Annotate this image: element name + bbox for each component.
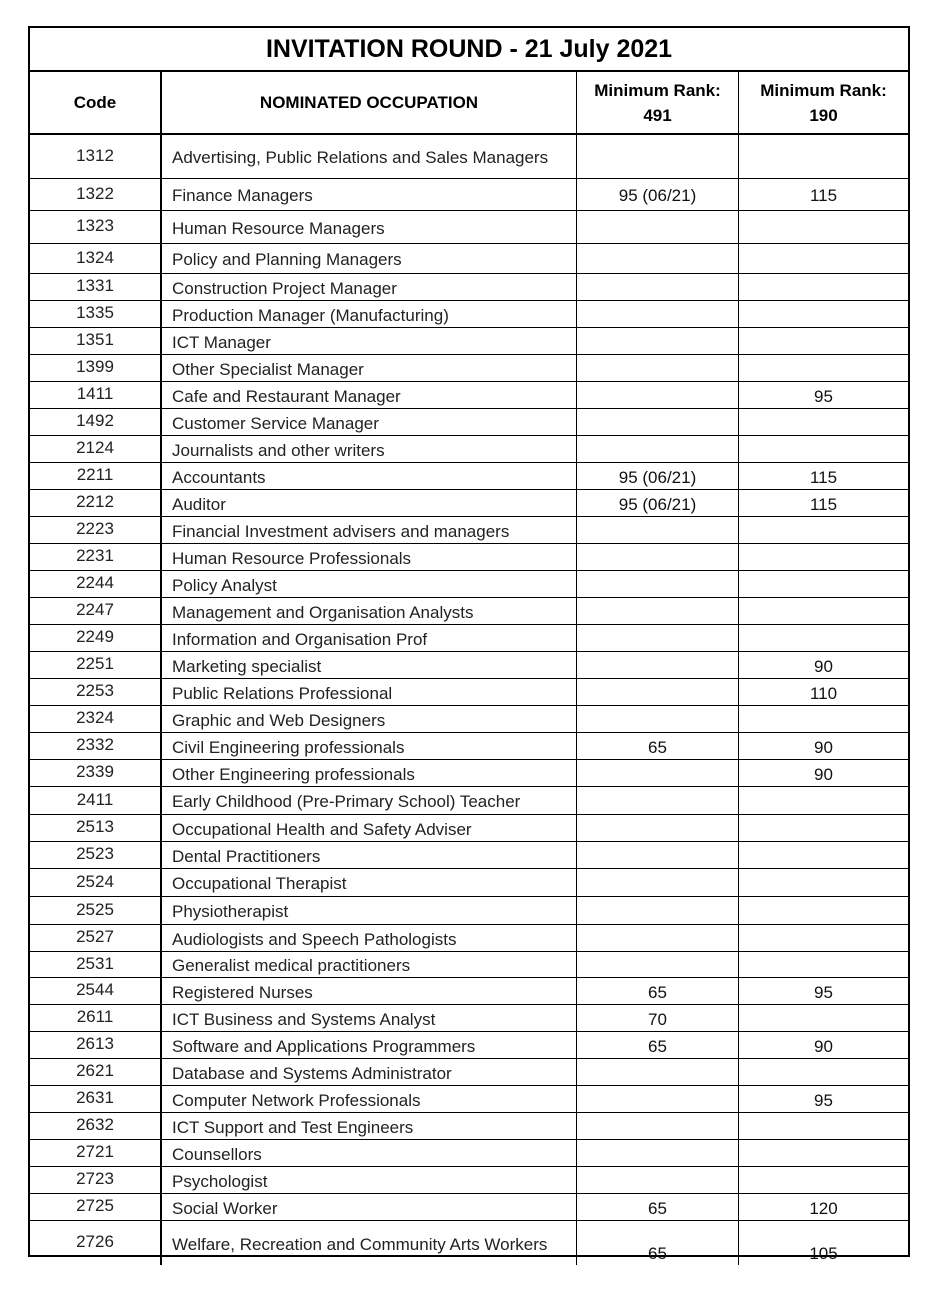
rank-190-cell (739, 436, 908, 462)
table-row (30, 760, 908, 787)
rank-190-cell (739, 135, 908, 178)
code-cell: 2527 (30, 925, 162, 951)
rank-190-cell: 105 (809, 1244, 838, 1263)
occupation-cell: Computer Network Professionals (162, 1086, 577, 1112)
code-cell: 2721 (30, 1140, 162, 1166)
table-row (30, 1167, 908, 1194)
code-cell: 2544 (30, 978, 162, 1004)
rank-190-cell (739, 598, 908, 624)
occupation-cell: Software and Applications Programmers (162, 1032, 577, 1058)
table-row (30, 598, 908, 625)
occupation-cell: Journalists and other writers (162, 436, 577, 462)
rank-491-cell (577, 244, 739, 273)
rank-491-cell: 65 (577, 1032, 739, 1058)
code-cell: 2411 (30, 787, 162, 814)
rank-190-cell (739, 244, 908, 273)
rank-491-cell (577, 787, 739, 814)
rank-190-cell: 95 (814, 386, 833, 406)
rank-190-cell: 120 (809, 1198, 838, 1218)
table-row (30, 733, 908, 760)
rank-491-cell: 95 (06/21) (577, 463, 739, 489)
code-cell: 2212 (30, 490, 162, 516)
occupation-cell: Management and Organisation Analysts (162, 598, 577, 624)
rank-190-cell (739, 571, 908, 597)
table-row (30, 409, 908, 436)
table-row (30, 787, 908, 815)
rank-190-cell: 110 (809, 683, 838, 703)
code-cell: 2324 (30, 706, 162, 732)
table-row (30, 463, 908, 490)
code-cell: 2726 (30, 1221, 162, 1265)
code-cell: 1335 (30, 301, 162, 327)
table-row (30, 1005, 908, 1032)
code-cell: 2223 (30, 517, 162, 543)
table-row (30, 869, 908, 897)
occupation-cell: Physiotherapist (162, 897, 577, 924)
rank-190-cell: 90 (814, 1036, 833, 1056)
rank-491-cell (577, 1140, 739, 1166)
code-cell: 2611 (30, 1005, 162, 1031)
code-cell: 2249 (30, 625, 162, 651)
rank-491-cell: 65 (577, 1221, 739, 1265)
rank-491-cell (577, 355, 739, 381)
code-cell: 2513 (30, 815, 162, 841)
rank-491-cell (577, 301, 739, 327)
code-cell: 2621 (30, 1059, 162, 1085)
code-cell: 1492 (30, 409, 162, 435)
code-cell: 1331 (30, 274, 162, 300)
rank-491-cell (577, 328, 739, 354)
rank-190-cell (739, 869, 908, 896)
occupation-cell: Financial Investment advisers and managers (162, 517, 577, 543)
rank-491-cell (577, 706, 739, 732)
table-row (30, 517, 908, 544)
code-cell: 1411 (30, 382, 162, 408)
table-row (30, 179, 908, 211)
rank-491-cell (577, 869, 739, 896)
occupation-cell: Dental Practitioners (162, 842, 577, 868)
rank-190-cell (739, 517, 908, 543)
rank-491-cell: 95 (06/21) (577, 490, 739, 516)
rank-190-cell (739, 787, 908, 814)
table-row (30, 706, 908, 733)
rank-190-cell: 115 (809, 186, 838, 205)
occupation-cell: Registered Nurses (162, 978, 577, 1004)
rank-491-cell: 95 (06/21) (577, 179, 739, 210)
table-row (30, 135, 908, 179)
rank-491-cell (577, 1113, 739, 1139)
rank-190-cell (739, 842, 908, 868)
code-cell: 1399 (30, 355, 162, 381)
rank-491-cell (577, 842, 739, 868)
occupation-cell: Other Engineering professionals (162, 760, 577, 786)
table-row (30, 897, 908, 925)
table-row (30, 1221, 908, 1265)
table-row (30, 355, 908, 382)
rank-190-cell (739, 952, 908, 977)
table-row (30, 1194, 908, 1221)
table-row (30, 244, 908, 274)
occupation-cell: Audiologists and Speech Pathologists (162, 925, 577, 951)
occupation-cell: ICT Support and Test Engineers (162, 1113, 577, 1139)
code-cell: 2525 (30, 897, 162, 924)
occupation-cell: Cafe and Restaurant Manager (162, 382, 577, 408)
table-row (30, 328, 908, 355)
header-row (30, 72, 908, 135)
occupation-cell: Social Worker (162, 1194, 577, 1220)
occupation-cell: ICT Manager (162, 328, 577, 354)
rank-491-cell (577, 1167, 739, 1193)
rank-190-cell: 90 (814, 764, 833, 784)
rank-190-cell (739, 1005, 908, 1031)
occupation-cell: Database and Systems Administrator (162, 1059, 577, 1085)
rank-190-cell (739, 1140, 908, 1166)
rank-190-cell (739, 815, 908, 841)
rank-190-cell (739, 1113, 908, 1139)
rank-190-cell (739, 1059, 908, 1085)
rank-491-cell (577, 1086, 739, 1112)
table-row (30, 490, 908, 517)
occupation-cell: Occupational Health and Safety Adviser (162, 815, 577, 841)
code-cell: 2631 (30, 1086, 162, 1112)
table-body (30, 135, 908, 1265)
code-cell: 1312 (30, 135, 162, 178)
occupation-cell: ICT Business and Systems Analyst (162, 1005, 577, 1031)
rank-190-cell (739, 355, 908, 381)
rank-190-cell (739, 897, 908, 924)
code-cell: 2632 (30, 1113, 162, 1139)
occupation-cell: Auditor (162, 490, 577, 516)
rank-491-cell (577, 679, 739, 705)
code-cell: 2253 (30, 679, 162, 705)
rank-491-cell: 70 (577, 1005, 739, 1031)
occupation-cell: Finance Managers (162, 179, 577, 210)
rank-190-cell (739, 274, 908, 300)
table-row (30, 925, 908, 952)
occupation-cell: Generalist medical practitioners (162, 952, 577, 977)
occupation-cell: Policy and Planning Managers (162, 244, 577, 273)
rank-491-cell: 65 (577, 733, 739, 759)
occupation-cell: Production Manager (Manufacturing) (162, 301, 577, 327)
occupation-cell: Welfare, Recreation and Community Arts Workers (162, 1221, 577, 1265)
code-cell: 2523 (30, 842, 162, 868)
rank-190-cell (739, 301, 908, 327)
rank-190-cell: 90 (814, 737, 833, 757)
rank-190-cell (739, 544, 908, 570)
code-cell: 2339 (30, 760, 162, 786)
occupation-cell: Human Resource Professionals (162, 544, 577, 570)
rank-190-cell (739, 706, 908, 732)
rank-491-cell: 65 (577, 1194, 739, 1220)
occupation-cell: Policy Analyst (162, 571, 577, 597)
table-row (30, 274, 908, 301)
code-cell: 2723 (30, 1167, 162, 1193)
occupation-cell: Public Relations Professional (162, 679, 577, 705)
code-cell: 2231 (30, 544, 162, 570)
rank-190-cell (739, 211, 908, 243)
rank-491-cell (577, 382, 739, 408)
occupation-cell: Accountants (162, 463, 577, 489)
rank-491-cell (577, 925, 739, 951)
rank-190-cell: 90 (814, 656, 833, 676)
rank-491-cell (577, 135, 739, 178)
table-row (30, 382, 908, 409)
rank-491-cell (577, 436, 739, 462)
code-cell: 2524 (30, 869, 162, 896)
occupation-cell: Civil Engineering professionals (162, 733, 577, 759)
table-row (30, 1113, 908, 1140)
code-cell: 2531 (30, 952, 162, 977)
rank-491-cell (577, 652, 739, 678)
code-cell: 2124 (30, 436, 162, 462)
occupation-cell: Human Resource Managers (162, 211, 577, 243)
rank-190-cell (739, 625, 908, 651)
rank-491-cell (577, 409, 739, 435)
occupation-cell: Occupational Therapist (162, 869, 577, 896)
code-cell: 2725 (30, 1194, 162, 1220)
code-cell: 2247 (30, 598, 162, 624)
rank-190-cell (739, 1167, 908, 1193)
table-row (30, 1086, 908, 1113)
rank-190-cell: 95 (814, 982, 833, 1002)
table-row (30, 815, 908, 842)
rank-190-cell (739, 925, 908, 951)
rank-491-cell (577, 517, 739, 543)
code-cell: 2251 (30, 652, 162, 678)
code-cell: 1324 (30, 244, 162, 273)
occupation-cell: Other Specialist Manager (162, 355, 577, 381)
occupation-cell: Construction Project Manager (162, 274, 577, 300)
code-cell: 2332 (30, 733, 162, 759)
table-row (30, 952, 908, 978)
rank-190-cell (739, 328, 908, 354)
code-cell: 1322 (30, 179, 162, 210)
code-cell: 1323 (30, 211, 162, 243)
table-row (30, 978, 908, 1005)
table-row (30, 652, 908, 679)
header-code: Code (30, 72, 162, 133)
invitation-round-table (28, 26, 910, 1263)
rank-190-cell: 115 (809, 467, 838, 487)
rank-491-cell (577, 571, 739, 597)
code-cell: 2613 (30, 1032, 162, 1058)
table-row (30, 436, 908, 463)
occupation-cell: Marketing specialist (162, 652, 577, 678)
table-row (30, 544, 908, 571)
rank-491-cell (577, 815, 739, 841)
table-row (30, 301, 908, 328)
rank-491-cell (577, 952, 739, 977)
rank-190-cell (739, 409, 908, 435)
rank-491-cell (577, 274, 739, 300)
header-rank-491: Minimum Rank: 491 (577, 72, 739, 133)
rank-491-cell (577, 625, 739, 651)
table-row (30, 571, 908, 598)
table-row (30, 625, 908, 652)
table-row (30, 1140, 908, 1167)
table-row (30, 842, 908, 869)
header-rank-190: Minimum Rank: 190 (760, 80, 887, 125)
table-row (30, 1059, 908, 1086)
occupation-cell: Information and Organisation Prof (162, 625, 577, 651)
rank-491-cell (577, 211, 739, 243)
rank-491-cell (577, 760, 739, 786)
occupation-cell: Counsellors (162, 1140, 577, 1166)
rank-190-cell: 95 (814, 1090, 833, 1110)
header-occupation: NOMINATED OCCUPATION (162, 72, 577, 133)
rank-491-cell (577, 897, 739, 924)
code-cell: 1351 (30, 328, 162, 354)
table-row (30, 679, 908, 706)
rank-491-cell (577, 544, 739, 570)
table-row (30, 1032, 908, 1059)
occupation-cell: Graphic and Web Designers (162, 706, 577, 732)
occupation-cell: Early Childhood (Pre-Primary School) Teacher (162, 787, 577, 814)
occupation-cell: Customer Service Manager (162, 409, 577, 435)
table-row (30, 211, 908, 244)
code-cell: 2211 (30, 463, 162, 489)
rank-491-cell: 65 (577, 978, 739, 1004)
code-cell: 2244 (30, 571, 162, 597)
occupation-cell: Psychologist (162, 1167, 577, 1193)
rank-190-cell: 115 (809, 494, 838, 514)
rank-491-cell (577, 1059, 739, 1085)
rank-491-cell (577, 598, 739, 624)
table-title: INVITATION ROUND - 21 July 2021 (30, 28, 908, 72)
occupation-cell: Advertising, Public Relations and Sales Managers (162, 135, 577, 178)
